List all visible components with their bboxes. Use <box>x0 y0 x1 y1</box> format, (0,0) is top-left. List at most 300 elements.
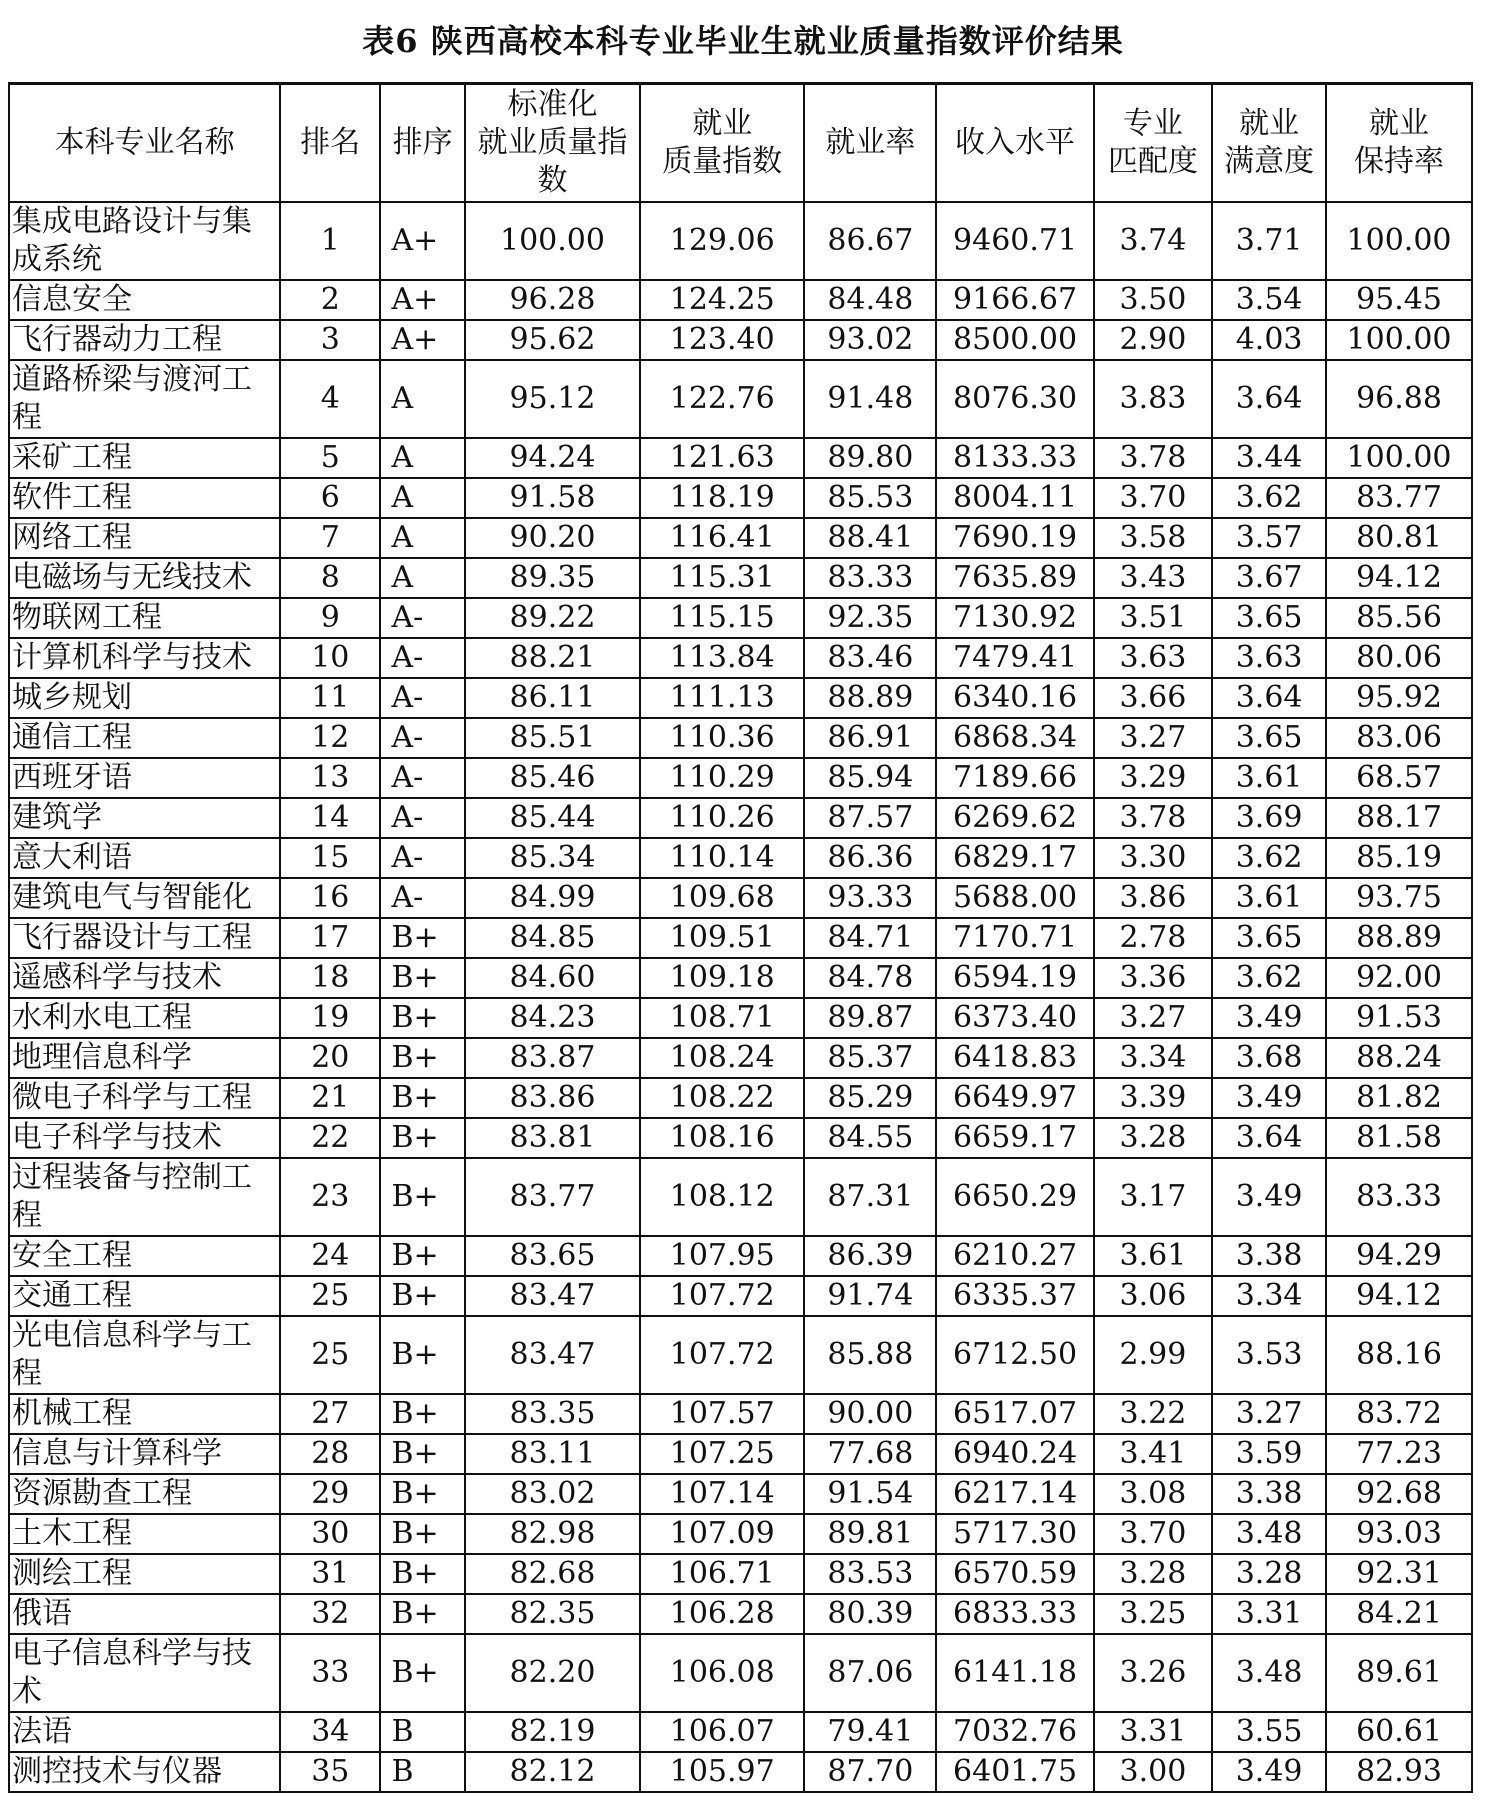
cell-income: 6517.07 <box>936 1394 1093 1434</box>
table-row <box>9 1236 1472 1276</box>
cell-index: 107.09 <box>640 1514 804 1554</box>
cell-rank: 30 <box>280 1514 380 1554</box>
cell-rank: 17 <box>280 918 380 958</box>
cell-index: 106.08 <box>640 1634 804 1712</box>
cell-std-index: 84.23 <box>465 998 640 1038</box>
cell-employment-rate: 79.41 <box>804 1712 936 1752</box>
cell-grade: B+ <box>380 1118 464 1158</box>
cell-index: 107.95 <box>640 1236 804 1276</box>
cell-major-name: 电子信息科学与技术 <box>9 1634 280 1712</box>
cell-employment-rate: 85.29 <box>804 1078 936 1118</box>
cell-major-name: 微电子科学与工程 <box>9 1078 280 1118</box>
cell-employment-rate: 84.55 <box>804 1118 936 1158</box>
table-row <box>9 1078 1472 1118</box>
col-header-satisfaction: 就业 满意度 <box>1212 84 1326 203</box>
cell-std-index: 83.35 <box>465 1394 640 1434</box>
cell-income: 6340.16 <box>936 678 1093 718</box>
cell-match: 3.28 <box>1094 1554 1212 1594</box>
cell-rank: 35 <box>280 1752 380 1792</box>
cell-match: 3.28 <box>1094 1118 1212 1158</box>
cell-retention: 85.56 <box>1326 598 1472 638</box>
cell-grade: A <box>380 478 464 518</box>
cell-grade: A <box>380 558 464 598</box>
cell-std-index: 88.21 <box>465 638 640 678</box>
cell-rank: 32 <box>280 1594 380 1634</box>
cell-retention: 85.19 <box>1326 838 1472 878</box>
cell-std-index: 95.62 <box>465 320 640 360</box>
cell-std-index: 85.46 <box>465 758 640 798</box>
cell-grade: B+ <box>380 1434 464 1474</box>
cell-major-name: 水利水电工程 <box>9 998 280 1038</box>
table-row <box>9 1038 1472 1078</box>
cell-match: 3.08 <box>1094 1474 1212 1514</box>
cell-match: 3.31 <box>1094 1712 1212 1752</box>
cell-rank: 28 <box>280 1434 380 1474</box>
cell-major-name: 信息与计算科学 <box>9 1434 280 1474</box>
cell-retention: 84.21 <box>1326 1594 1472 1634</box>
cell-satisfaction: 3.61 <box>1212 758 1326 798</box>
table-row <box>9 360 1472 438</box>
cell-grade: A <box>380 438 464 478</box>
cell-retention: 92.68 <box>1326 1474 1472 1514</box>
cell-index: 107.14 <box>640 1474 804 1514</box>
cell-satisfaction: 3.27 <box>1212 1394 1326 1434</box>
cell-income: 6210.27 <box>936 1236 1093 1276</box>
cell-employment-rate: 86.67 <box>804 202 936 280</box>
cell-match: 3.43 <box>1094 558 1212 598</box>
cell-match: 2.99 <box>1094 1316 1212 1394</box>
cell-satisfaction: 3.65 <box>1212 918 1326 958</box>
cell-grade: B+ <box>380 1158 464 1236</box>
cell-major-name: 信息安全 <box>9 280 280 320</box>
cell-satisfaction: 3.62 <box>1212 478 1326 518</box>
cell-retention: 89.61 <box>1326 1634 1472 1712</box>
cell-employment-rate: 89.80 <box>804 438 936 478</box>
cell-retention: 68.57 <box>1326 758 1472 798</box>
cell-rank: 29 <box>280 1474 380 1514</box>
cell-major-name: 资源勘查工程 <box>9 1474 280 1514</box>
cell-income: 6650.29 <box>936 1158 1093 1236</box>
cell-match: 3.50 <box>1094 280 1212 320</box>
cell-std-index: 85.51 <box>465 718 640 758</box>
cell-major-name: 物联网工程 <box>9 598 280 638</box>
cell-income: 6335.37 <box>936 1276 1093 1316</box>
cell-retention: 82.93 <box>1326 1752 1472 1792</box>
cell-major-name: 意大利语 <box>9 838 280 878</box>
cell-rank: 11 <box>280 678 380 718</box>
cell-income: 6418.83 <box>936 1038 1093 1078</box>
cell-major-name: 俄语 <box>9 1594 280 1634</box>
cell-income: 8500.00 <box>936 320 1093 360</box>
cell-employment-rate: 89.81 <box>804 1514 936 1554</box>
table-row <box>9 638 1472 678</box>
cell-std-index: 100.00 <box>465 202 640 280</box>
cell-major-name: 土木工程 <box>9 1514 280 1554</box>
cell-match: 3.41 <box>1094 1434 1212 1474</box>
cell-rank: 25 <box>280 1276 380 1316</box>
cell-major-name: 飞行器动力工程 <box>9 320 280 360</box>
cell-employment-rate: 87.31 <box>804 1158 936 1236</box>
cell-income: 6217.14 <box>936 1474 1093 1514</box>
cell-satisfaction: 3.44 <box>1212 438 1326 478</box>
cell-index: 109.68 <box>640 878 804 918</box>
cell-retention: 92.31 <box>1326 1554 1472 1594</box>
cell-retention: 81.58 <box>1326 1118 1472 1158</box>
cell-satisfaction: 3.34 <box>1212 1276 1326 1316</box>
cell-retention: 83.77 <box>1326 478 1472 518</box>
cell-rank: 3 <box>280 320 380 360</box>
cell-income: 5688.00 <box>936 878 1093 918</box>
cell-index: 108.12 <box>640 1158 804 1236</box>
cell-index: 129.06 <box>640 202 804 280</box>
cell-rank: 14 <box>280 798 380 838</box>
cell-grade: B+ <box>380 1078 464 1118</box>
cell-match: 3.70 <box>1094 478 1212 518</box>
cell-match: 2.78 <box>1094 918 1212 958</box>
cell-satisfaction: 4.03 <box>1212 320 1326 360</box>
cell-std-index: 89.22 <box>465 598 640 638</box>
cell-grade: A- <box>380 798 464 838</box>
cell-major-name: 安全工程 <box>9 1236 280 1276</box>
table-row <box>9 438 1472 478</box>
cell-income: 6940.24 <box>936 1434 1093 1474</box>
cell-retention: 88.24 <box>1326 1038 1472 1078</box>
cell-match: 3.00 <box>1094 1752 1212 1792</box>
cell-satisfaction: 3.65 <box>1212 598 1326 638</box>
cell-std-index: 83.81 <box>465 1118 640 1158</box>
cell-match: 3.66 <box>1094 678 1212 718</box>
cell-rank: 31 <box>280 1554 380 1594</box>
cell-rank: 25 <box>280 1316 380 1394</box>
cell-satisfaction: 3.28 <box>1212 1554 1326 1594</box>
cell-retention: 100.00 <box>1326 320 1472 360</box>
cell-major-name: 过程装备与控制工程 <box>9 1158 280 1236</box>
cell-income: 8133.33 <box>936 438 1093 478</box>
cell-income: 6868.34 <box>936 718 1093 758</box>
cell-satisfaction: 3.59 <box>1212 1434 1326 1474</box>
cell-index: 110.26 <box>640 798 804 838</box>
cell-grade: B+ <box>380 1316 464 1394</box>
cell-match: 3.74 <box>1094 202 1212 280</box>
cell-grade: A <box>380 360 464 438</box>
table-row <box>9 202 1472 280</box>
cell-employment-rate: 83.46 <box>804 638 936 678</box>
cell-grade: B <box>380 1752 464 1792</box>
cell-index: 121.63 <box>640 438 804 478</box>
cell-index: 106.71 <box>640 1554 804 1594</box>
table-row <box>9 718 1472 758</box>
cell-employment-rate: 87.57 <box>804 798 936 838</box>
cell-income: 8076.30 <box>936 360 1093 438</box>
cell-grade: B+ <box>380 1554 464 1594</box>
cell-index: 110.14 <box>640 838 804 878</box>
cell-satisfaction: 3.69 <box>1212 798 1326 838</box>
cell-std-index: 84.60 <box>465 958 640 998</box>
cell-std-index: 82.19 <box>465 1712 640 1752</box>
cell-major-name: 测绘工程 <box>9 1554 280 1594</box>
cell-satisfaction: 3.62 <box>1212 838 1326 878</box>
cell-retention: 94.12 <box>1326 558 1472 598</box>
cell-income: 7690.19 <box>936 518 1093 558</box>
cell-retention: 91.53 <box>1326 998 1472 1038</box>
cell-std-index: 83.11 <box>465 1434 640 1474</box>
col-header-retention: 就业 保持率 <box>1326 84 1472 203</box>
cell-grade: A- <box>380 718 464 758</box>
cell-match: 3.78 <box>1094 798 1212 838</box>
cell-major-name: 光电信息科学与工程 <box>9 1316 280 1394</box>
cell-major-name: 软件工程 <box>9 478 280 518</box>
cell-rank: 4 <box>280 360 380 438</box>
cell-satisfaction: 3.61 <box>1212 878 1326 918</box>
cell-rank: 19 <box>280 998 380 1038</box>
cell-grade: A- <box>380 638 464 678</box>
cell-major-name: 法语 <box>9 1712 280 1752</box>
cell-employment-rate: 91.74 <box>804 1276 936 1316</box>
table-row <box>9 1712 1472 1752</box>
table-row <box>9 320 1472 360</box>
cell-employment-rate: 86.91 <box>804 718 936 758</box>
cell-major-name: 建筑学 <box>9 798 280 838</box>
employment-quality-table <box>8 82 1473 1793</box>
cell-match: 3.63 <box>1094 638 1212 678</box>
cell-std-index: 83.87 <box>465 1038 640 1078</box>
cell-std-index: 89.35 <box>465 558 640 598</box>
cell-major-name: 测控技术与仪器 <box>9 1752 280 1792</box>
cell-income: 7635.89 <box>936 558 1093 598</box>
cell-retention: 83.33 <box>1326 1158 1472 1236</box>
cell-index: 116.41 <box>640 518 804 558</box>
cell-index: 109.51 <box>640 918 804 958</box>
cell-grade: A- <box>380 598 464 638</box>
cell-satisfaction: 3.57 <box>1212 518 1326 558</box>
cell-major-name: 通信工程 <box>9 718 280 758</box>
cell-retention: 96.88 <box>1326 360 1472 438</box>
cell-satisfaction: 3.49 <box>1212 1752 1326 1792</box>
table-row <box>9 1316 1472 1394</box>
cell-income: 6141.18 <box>936 1634 1093 1712</box>
cell-income: 7479.41 <box>936 638 1093 678</box>
cell-index: 115.31 <box>640 558 804 598</box>
cell-grade: B+ <box>380 1236 464 1276</box>
cell-employment-rate: 86.39 <box>804 1236 936 1276</box>
cell-income: 9460.71 <box>936 202 1093 280</box>
cell-retention: 83.06 <box>1326 718 1472 758</box>
cell-match: 3.78 <box>1094 438 1212 478</box>
table-row <box>9 558 1472 598</box>
cell-index: 110.36 <box>640 718 804 758</box>
table-row <box>9 1158 1472 1236</box>
cell-match: 2.90 <box>1094 320 1212 360</box>
cell-match: 3.29 <box>1094 758 1212 798</box>
cell-satisfaction: 3.64 <box>1212 360 1326 438</box>
cell-retention: 92.00 <box>1326 958 1472 998</box>
cell-satisfaction: 3.31 <box>1212 1594 1326 1634</box>
table-row <box>9 1434 1472 1474</box>
cell-rank: 9 <box>280 598 380 638</box>
cell-employment-rate: 84.71 <box>804 918 936 958</box>
cell-rank: 1 <box>280 202 380 280</box>
cell-retention: 95.92 <box>1326 678 1472 718</box>
cell-rank: 22 <box>280 1118 380 1158</box>
cell-index: 107.72 <box>640 1316 804 1394</box>
col-header-employment-rate: 就业率 <box>804 84 936 203</box>
cell-satisfaction: 3.55 <box>1212 1712 1326 1752</box>
cell-major-name: 电子科学与技术 <box>9 1118 280 1158</box>
cell-satisfaction: 3.63 <box>1212 638 1326 678</box>
cell-retention: 77.23 <box>1326 1434 1472 1474</box>
cell-std-index: 82.20 <box>465 1634 640 1712</box>
cell-satisfaction: 3.49 <box>1212 1158 1326 1236</box>
table-row <box>9 838 1472 878</box>
cell-grade: A+ <box>380 280 464 320</box>
cell-match: 3.86 <box>1094 878 1212 918</box>
cell-satisfaction: 3.71 <box>1212 202 1326 280</box>
cell-income: 6570.59 <box>936 1554 1093 1594</box>
cell-income: 5717.30 <box>936 1514 1093 1554</box>
cell-match: 3.06 <box>1094 1276 1212 1316</box>
cell-rank: 24 <box>280 1236 380 1276</box>
cell-retention: 94.29 <box>1326 1236 1472 1276</box>
cell-rank: 27 <box>280 1394 380 1434</box>
cell-income: 9166.67 <box>936 280 1093 320</box>
cell-employment-rate: 85.37 <box>804 1038 936 1078</box>
table-row <box>9 1514 1472 1554</box>
table-row <box>9 998 1472 1038</box>
table-row <box>9 918 1472 958</box>
cell-rank: 12 <box>280 718 380 758</box>
cell-employment-rate: 92.35 <box>804 598 936 638</box>
table-row <box>9 1634 1472 1712</box>
cell-income: 7189.66 <box>936 758 1093 798</box>
cell-index: 124.25 <box>640 280 804 320</box>
cell-std-index: 85.34 <box>465 838 640 878</box>
cell-retention: 88.89 <box>1326 918 1472 958</box>
col-header-rank: 排名 <box>280 84 380 203</box>
cell-employment-rate: 85.88 <box>804 1316 936 1394</box>
cell-grade: B+ <box>380 958 464 998</box>
cell-index: 123.40 <box>640 320 804 360</box>
cell-match: 3.51 <box>1094 598 1212 638</box>
cell-std-index: 82.35 <box>465 1594 640 1634</box>
col-header-name: 本科专业名称 <box>9 84 280 203</box>
cell-employment-rate: 91.48 <box>804 360 936 438</box>
cell-retention: 93.75 <box>1326 878 1472 918</box>
cell-index: 108.71 <box>640 998 804 1038</box>
cell-std-index: 91.58 <box>465 478 640 518</box>
cell-match: 3.25 <box>1094 1594 1212 1634</box>
cell-retention: 93.03 <box>1326 1514 1472 1554</box>
col-header-std-index: 标准化 就业质量指 数 <box>465 84 640 203</box>
cell-employment-rate: 86.36 <box>804 838 936 878</box>
cell-grade: A+ <box>380 202 464 280</box>
cell-income: 6269.62 <box>936 798 1093 838</box>
cell-match: 3.34 <box>1094 1038 1212 1078</box>
cell-satisfaction: 3.65 <box>1212 718 1326 758</box>
cell-income: 6712.50 <box>936 1316 1093 1394</box>
cell-index: 111.13 <box>640 678 804 718</box>
cell-rank: 33 <box>280 1634 380 1712</box>
cell-employment-rate: 83.33 <box>804 558 936 598</box>
cell-major-name: 西班牙语 <box>9 758 280 798</box>
cell-grade: B+ <box>380 1634 464 1712</box>
cell-grade: B+ <box>380 1514 464 1554</box>
cell-grade: A+ <box>380 320 464 360</box>
cell-major-name: 采矿工程 <box>9 438 280 478</box>
table-row <box>9 478 1472 518</box>
cell-income: 6594.19 <box>936 958 1093 998</box>
table-row <box>9 1594 1472 1634</box>
cell-std-index: 83.47 <box>465 1316 640 1394</box>
cell-retention: 80.81 <box>1326 518 1472 558</box>
cell-employment-rate: 91.54 <box>804 1474 936 1514</box>
table-row <box>9 280 1472 320</box>
cell-grade: B+ <box>380 1038 464 1078</box>
cell-std-index: 83.86 <box>465 1078 640 1118</box>
cell-std-index: 85.44 <box>465 798 640 838</box>
cell-employment-rate: 88.89 <box>804 678 936 718</box>
cell-employment-rate: 89.87 <box>804 998 936 1038</box>
cell-index: 108.16 <box>640 1118 804 1158</box>
cell-index: 118.19 <box>640 478 804 518</box>
cell-grade: B <box>380 1712 464 1752</box>
cell-employment-rate: 88.41 <box>804 518 936 558</box>
cell-index: 113.84 <box>640 638 804 678</box>
cell-income: 6401.75 <box>936 1752 1093 1792</box>
cell-match: 3.27 <box>1094 718 1212 758</box>
cell-income: 6373.40 <box>936 998 1093 1038</box>
cell-retention: 95.45 <box>1326 280 1472 320</box>
cell-satisfaction: 3.67 <box>1212 558 1326 598</box>
cell-income: 7130.92 <box>936 598 1093 638</box>
cell-employment-rate: 87.70 <box>804 1752 936 1792</box>
cell-grade: A- <box>380 758 464 798</box>
cell-match: 3.83 <box>1094 360 1212 438</box>
cell-index: 107.72 <box>640 1276 804 1316</box>
cell-match: 3.61 <box>1094 1236 1212 1276</box>
cell-satisfaction: 3.49 <box>1212 1078 1326 1118</box>
table-row <box>9 798 1472 838</box>
cell-employment-rate: 90.00 <box>804 1394 936 1434</box>
cell-match: 3.58 <box>1094 518 1212 558</box>
cell-match: 3.26 <box>1094 1634 1212 1712</box>
cell-std-index: 82.98 <box>465 1514 640 1554</box>
cell-std-index: 95.12 <box>465 360 640 438</box>
cell-index: 110.29 <box>640 758 804 798</box>
table-row <box>9 1118 1472 1158</box>
cell-std-index: 83.02 <box>465 1474 640 1514</box>
cell-income: 7170.71 <box>936 918 1093 958</box>
cell-retention: 60.61 <box>1326 1712 1472 1752</box>
table-row <box>9 958 1472 998</box>
cell-satisfaction: 3.62 <box>1212 958 1326 998</box>
cell-major-name: 城乡规划 <box>9 678 280 718</box>
cell-grade: A- <box>380 678 464 718</box>
cell-rank: 2 <box>280 280 380 320</box>
cell-match: 3.70 <box>1094 1514 1212 1554</box>
cell-satisfaction: 3.54 <box>1212 280 1326 320</box>
cell-std-index: 82.68 <box>465 1554 640 1594</box>
cell-rank: 16 <box>280 878 380 918</box>
cell-major-name: 遥感科学与技术 <box>9 958 280 998</box>
table-body <box>9 202 1472 1792</box>
cell-match: 3.27 <box>1094 998 1212 1038</box>
cell-std-index: 83.77 <box>465 1158 640 1236</box>
cell-std-index: 84.85 <box>465 918 640 958</box>
table-row <box>9 1554 1472 1594</box>
cell-retention: 88.16 <box>1326 1316 1472 1394</box>
cell-satisfaction: 3.48 <box>1212 1634 1326 1712</box>
table-row <box>9 678 1472 718</box>
